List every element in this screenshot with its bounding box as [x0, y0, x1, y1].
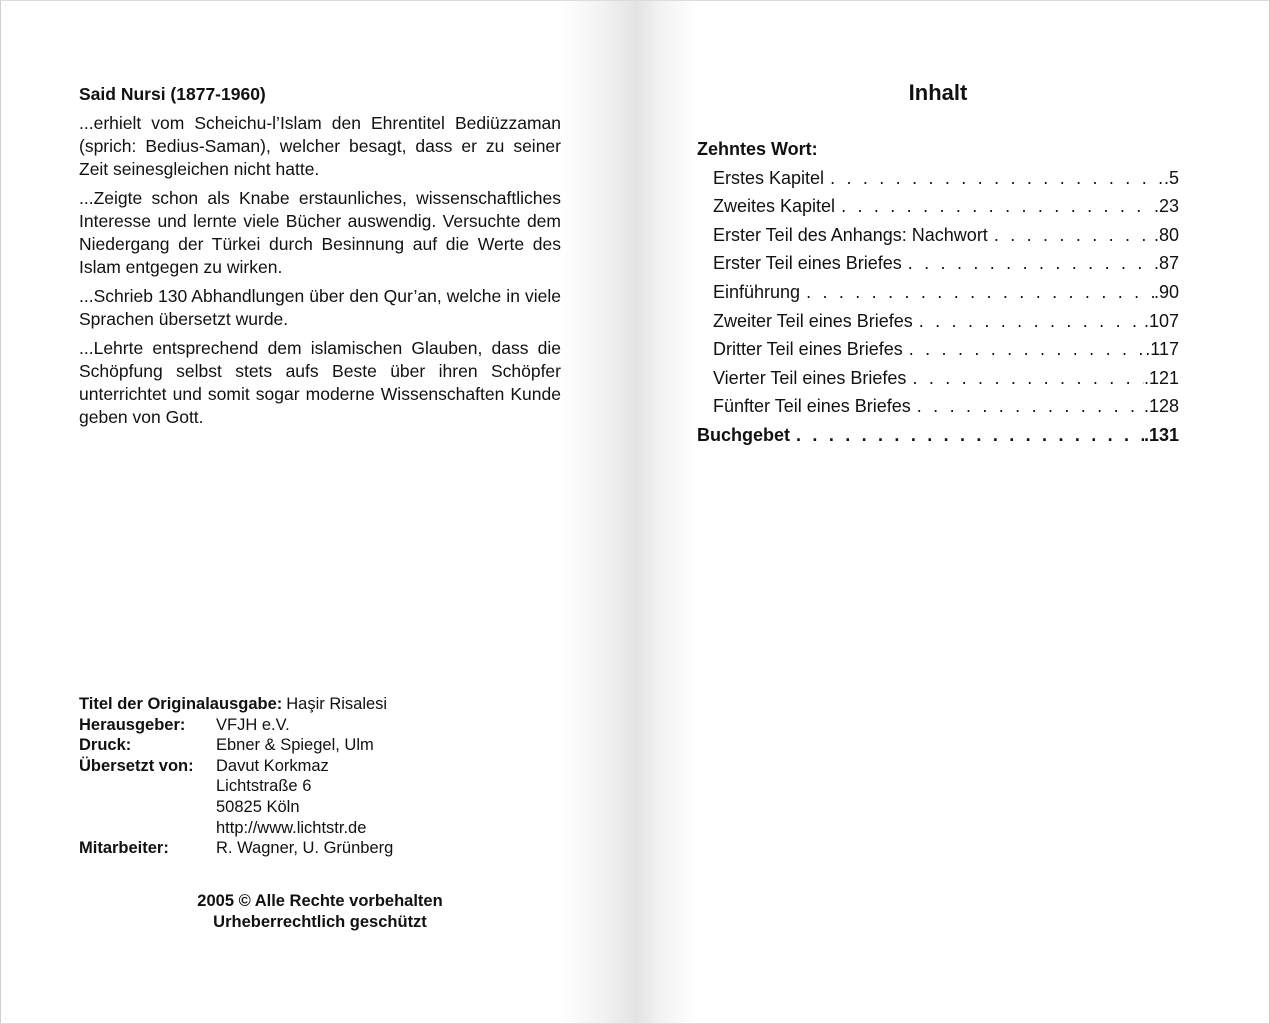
colophon-staff	[79, 838, 393, 859]
toc-entry-label: Einführung	[713, 281, 801, 302]
toc-entry-page: .87	[1153, 253, 1179, 274]
toc-entry-label: Erster Teil des Anhangs: Nachwort	[713, 224, 988, 245]
toc-entry-page: .23	[1153, 196, 1179, 217]
colophon-label: Titel der Originalausgabe:	[79, 695, 283, 713]
toc-entry-page: .107	[1143, 310, 1179, 331]
toc-entry-label: Zweiter Teil eines Briefes	[713, 310, 913, 331]
toc-entry-label: Dritter Teil eines Briefes	[713, 339, 903, 360]
toc-section-heading: Zehntes Wort:	[697, 139, 818, 159]
colophon-print	[79, 735, 393, 756]
colophon-value: Ebner & Spiegel, Ulm	[216, 736, 374, 755]
colophon-label: Herausgeber:	[79, 715, 186, 734]
toc-entry-page: .90	[1153, 281, 1179, 302]
bio-paragraph: ...Zeigte schon als Knabe erstaunliches, wissenschaftliches Interesse und lernte viele Bücher auswendig. Versuchte dem Niedergang der Türkei durch Besinnung auf die Werte des Islam entgegen zu wirken.	[79, 188, 561, 277]
colophon-value: VFJH e.V.	[216, 715, 290, 734]
toc-entry[interactable]	[697, 194, 1179, 223]
bio-paragraph: ...erhielt vom Scheichu-l’Islam den Ehrentitel Bediüzzaman (sprich: Bedius-Saman), welcher besagt, dass er zu seiner Zeit seinesgleichen nicht hatte.	[79, 113, 561, 179]
toc-leader-dots	[917, 394, 1144, 418]
toc-entry-label: Vierter Teil eines Briefes	[713, 367, 907, 388]
toc-entry-page: .128	[1143, 396, 1179, 417]
bio-paragraph: ...Schrieb 130 Abhandlungen über den Qur’an, welche in viele Sprachen übersetzt wurde.	[79, 286, 561, 329]
bio-title: Said Nursi (1877-1960)	[79, 84, 266, 104]
colophon-original-title	[79, 694, 393, 715]
toc-entry[interactable]	[697, 251, 1179, 280]
toc-leader-dots	[796, 423, 1144, 447]
colophon-translator-lines	[216, 756, 366, 838]
copyright-notice	[79, 891, 561, 933]
colophon-label: Druck:	[79, 736, 132, 755]
colophon-label: Übersetzt von:	[79, 756, 194, 775]
copyright-line: Urheberrechtlich geschützt	[213, 913, 427, 931]
colophon-value: R. Wagner, U. Grünberg	[216, 839, 394, 858]
toc-leader-dots	[841, 194, 1154, 218]
toc-entry-final[interactable]	[697, 423, 1179, 452]
colophon-value: Haşir Risalesi	[286, 695, 388, 713]
toc-entry[interactable]	[697, 309, 1179, 338]
toc-entry-label: Erstes Kapitel	[713, 167, 825, 188]
toc-leader-dots	[908, 251, 1154, 275]
translator-name: Davut Korkmaz	[216, 756, 329, 775]
author-biography	[79, 83, 561, 435]
toc-entry-page: .131	[1143, 424, 1179, 445]
toc-entry-label: Buchgebet	[697, 424, 791, 445]
copyright-line: 2005 © Alle Rechte vorbehalten	[197, 892, 443, 910]
toc-leader-dots	[912, 366, 1144, 390]
translator-website-link[interactable]: http://www.lichtstr.de	[216, 818, 367, 837]
toc-entry-label: Fünfter Teil eines Briefes	[713, 396, 911, 417]
toc-entry[interactable]	[697, 394, 1179, 423]
toc-entry-label: Erster Teil eines Briefes	[713, 253, 902, 274]
toc-entry[interactable]	[697, 337, 1179, 366]
toc-entry[interactable]	[697, 166, 1179, 195]
toc-leader-dots	[994, 223, 1154, 247]
colophon-label: Mitarbeiter:	[79, 839, 169, 858]
colophon-translator	[79, 756, 393, 838]
toc-entry-page: .117	[1145, 339, 1179, 360]
colophon	[79, 694, 393, 859]
toc-entry[interactable]	[697, 366, 1179, 395]
toc-entry[interactable]	[697, 223, 1179, 252]
toc-leader-dots	[830, 166, 1164, 190]
toc-entry-page: .121	[1143, 367, 1179, 388]
toc-leader-dots	[806, 280, 1154, 304]
toc-entry-page: .80	[1153, 224, 1179, 245]
toc-entry-label: Zweites Kapitel	[713, 196, 836, 217]
translator-city: 50825 Köln	[216, 797, 300, 816]
toc-leader-dots	[919, 309, 1144, 333]
toc-entry[interactable]	[697, 280, 1179, 309]
translator-street: Lichtstraße 6	[216, 777, 312, 796]
toc-title: Inhalt	[908, 80, 968, 105]
table-of-contents	[697, 137, 1179, 452]
colophon-publisher	[79, 715, 393, 736]
bio-paragraph: ...Lehrte entsprechend dem islamischen Glauben, dass die Schöpfung selbst stets aufs Beste über ihren Schöpfer unterrichtet und somit sogar moderne Wissenschaften Kunde geben von Gott.	[79, 338, 561, 427]
toc-entry-page: .5	[1163, 167, 1179, 188]
toc-leader-dots	[909, 337, 1146, 361]
